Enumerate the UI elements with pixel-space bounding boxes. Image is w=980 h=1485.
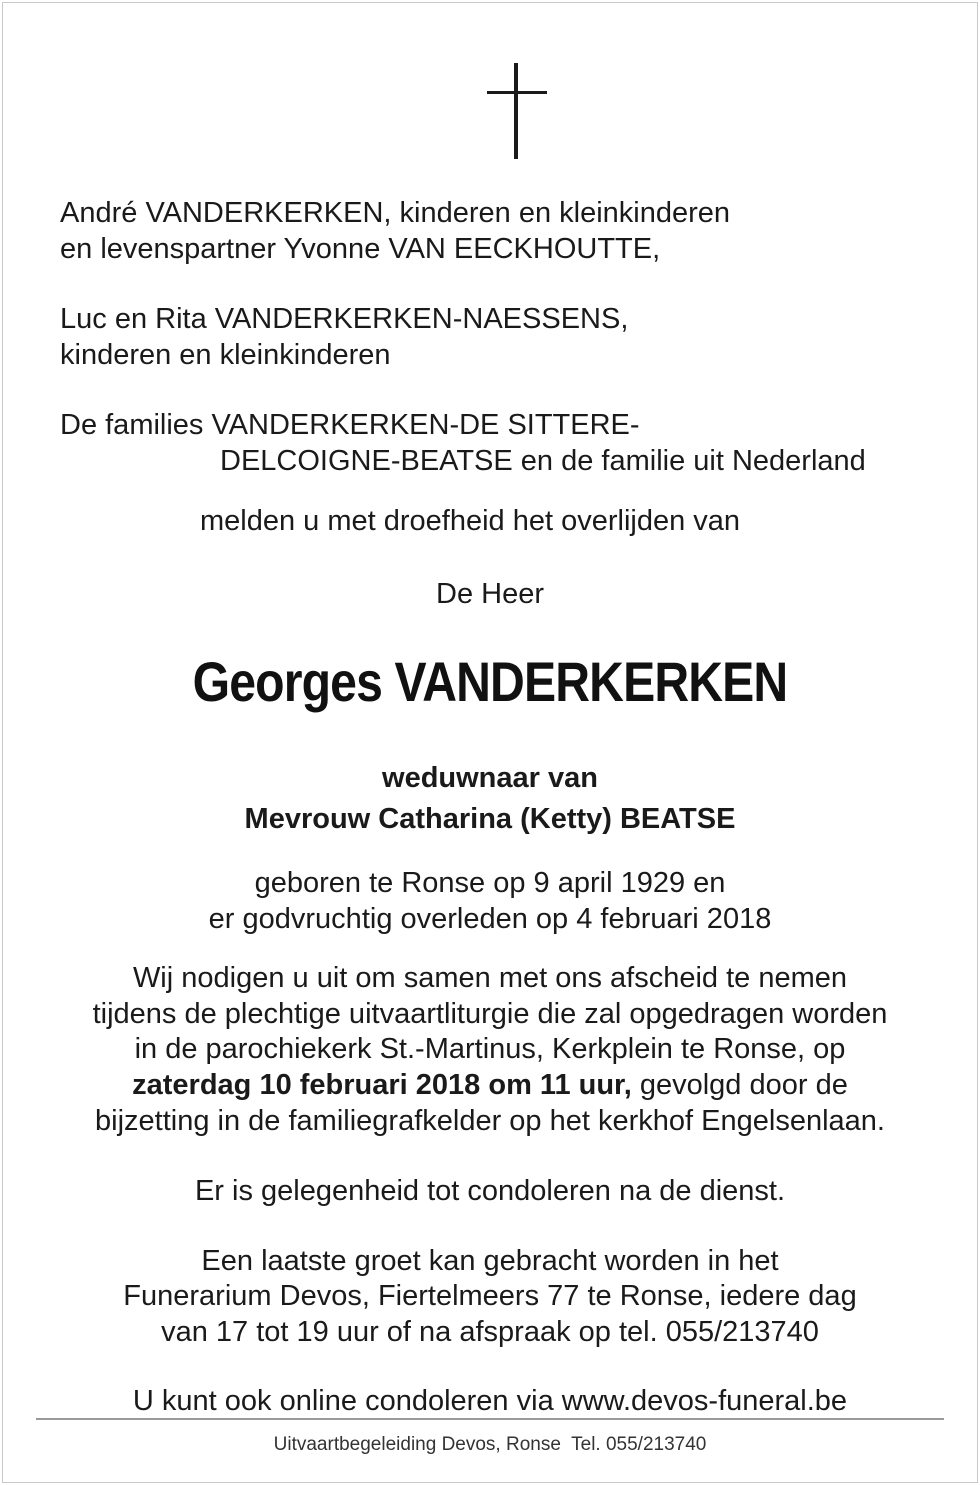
ceremony-line-2: tijdens de plechtige uitvaartliturgie die zal opgedragen worden (92, 998, 888, 1030)
dates-line-1: geboren te Ronse op 9 april 1929 en (254, 867, 726, 899)
dates-line-2: er godvruchtig overleden op 4 februari 2018 (208, 903, 772, 935)
online-condolence: U kunt ook online condoleren via www.devos-funeral.be (132, 1385, 848, 1417)
ceremony-line-4-rest: gevolgd door de (631, 1069, 848, 1101)
announcer-line-1: André VANDERKERKEN, kinderen en kleinkinderen (60, 197, 731, 229)
intro-text: melden u met droefheid het overlijden van (200, 505, 741, 537)
announcer-line-2: en levenspartner Yvonne VAN EECKHOUTTE, (60, 233, 661, 265)
footer-text: Uitvaartbegeleiding Devos, Ronse Tel. 055/213740 (273, 1434, 707, 1455)
condolence-note: Er is gelegenheid tot condoleren na de dienst. (194, 1175, 786, 1207)
ceremony-line-5: bijzetting in de familiegrafkelder op het kerkhof Engelsenlaan. (95, 1105, 885, 1137)
announcer-line-6: DELCOIGNE-BEATSE en de familie uit Nederland (220, 445, 866, 477)
visitation-line-3: van 17 tot 19 uur of na afspraak op tel. 055/213740 (161, 1316, 819, 1348)
cross-icon (487, 63, 547, 159)
announcer-line-5: De families VANDERKERKEN-DE SITTERE- (60, 409, 640, 441)
ceremony-line-4 (0, 1067, 980, 1103)
announcer-line-4: kinderen en kleinkinderen (60, 339, 391, 371)
announcer-line-3: Luc en Rita VANDERKERKEN-NAESSENS, (60, 303, 629, 335)
ceremony-date: zaterdag 10 februari 2018 om 11 uur, (132, 1069, 632, 1101)
ceremony-line-1: Wij nodigen u uit om samen met ons afscheid te nemen (132, 962, 848, 994)
spouse-line-2: Mevrouw Catharina (Ketty) BEATSE (244, 803, 736, 835)
visitation-line-1: Een laatste groet kan gebracht worden in het (201, 1245, 779, 1277)
honorific: De Heer (436, 578, 544, 610)
visitation-line-2: Funerarium Devos, Fiertelmeers 77 te Ronse, iedere dag (123, 1280, 857, 1312)
ceremony-line-3: in de parochiekerk St.-Martinus, Kerkplein te Ronse, op (134, 1033, 846, 1065)
footer-divider (36, 1418, 944, 1420)
deceased-name: Georges VANDERKERKEN (192, 650, 788, 713)
spouse-line-1: weduwnaar van (382, 762, 598, 794)
